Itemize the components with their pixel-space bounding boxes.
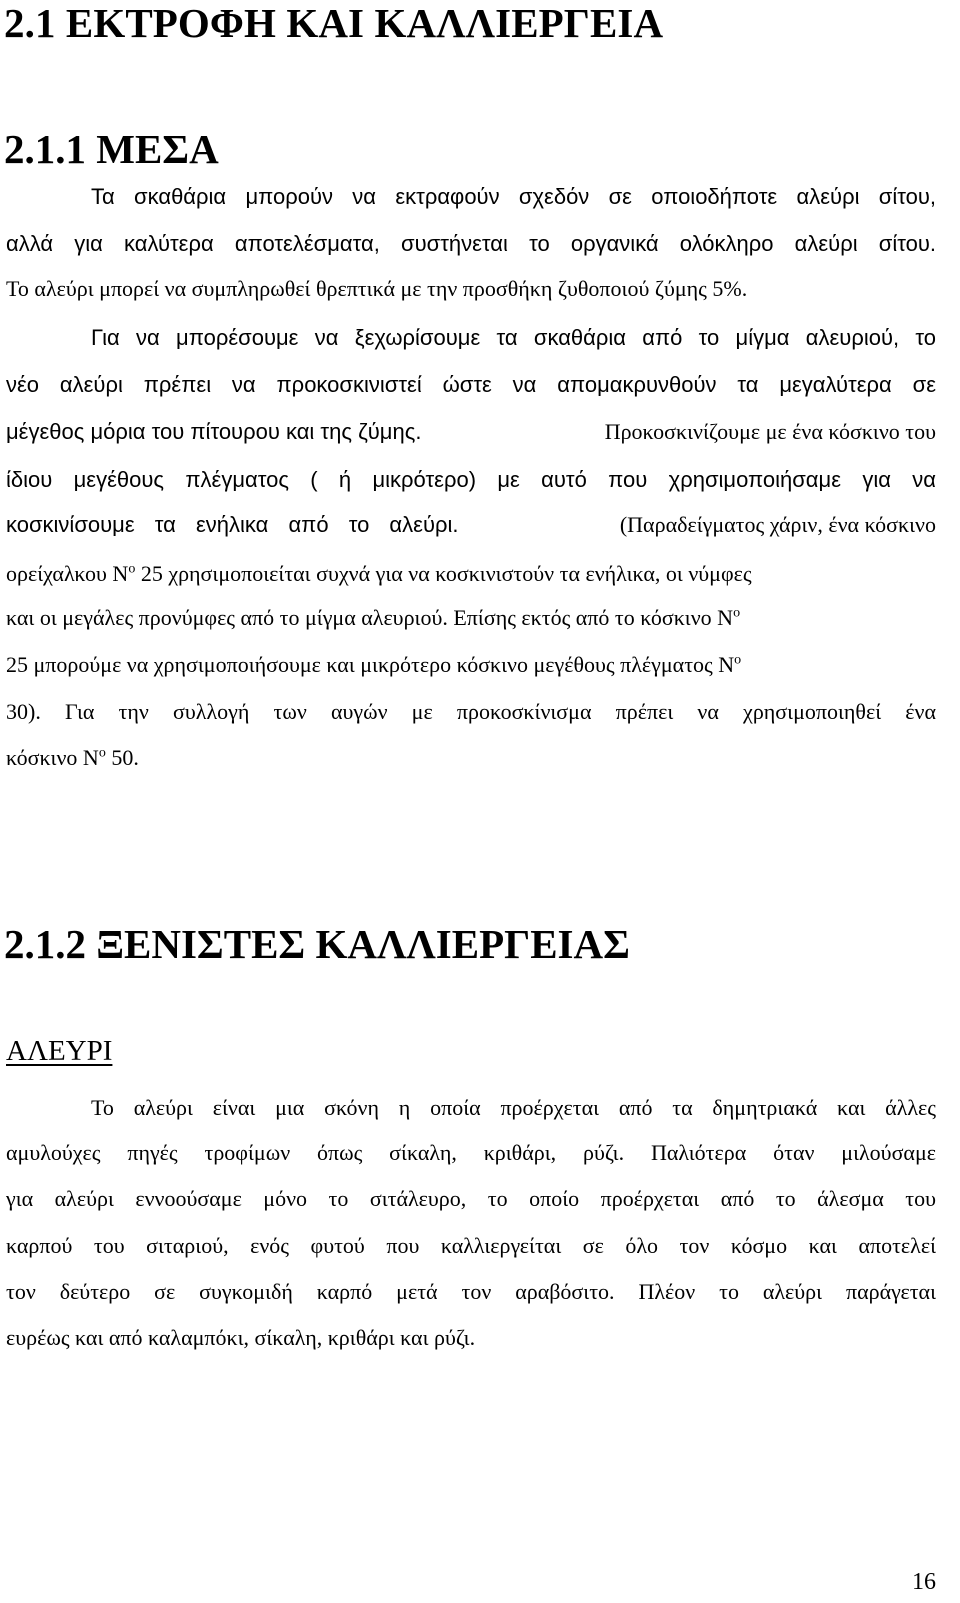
paragraph-line <box>6 512 936 538</box>
page-number: 16 <box>912 1569 936 1595</box>
text-run: κόσκινο Ν <box>6 745 99 770</box>
paragraph-line: Τα σκαθάρια μπορούν να εκτραφούν σχεδόν σε οποιοδήποτε αλεύρι σίτου, <box>91 184 936 209</box>
paragraph-line <box>6 561 752 587</box>
paragraph-line <box>6 652 741 678</box>
text-run: 25 μπορούμε να χρησιμοποιήσουμε και μικρότερο κόσκινο μεγέθους πλέγματος Ν <box>6 652 735 677</box>
chapter-heading: 2.1 ΕΚΤΡΟΦΗ ΚΑΙ ΚΑΛΛΙΕΡΓΕΙΑ <box>4 0 664 46</box>
paragraph-line: καρπού του σιταριού, ενός φυτού που καλλιεργείται σε όλο τον κόσμο και αποτελεί <box>6 1233 936 1258</box>
paragraph-line <box>6 745 139 771</box>
paragraph-line: 30). Για την συλλογή των αυγών με προκοσκίνισμα πρέπει να χρησιμοποιηθεί ένα <box>6 699 936 724</box>
paragraph-line: αμυλούχες πηγές τροφίμων όπως σίκαλη, κριθάρι, ρύζι. Παλιότερα όταν μιλούσαμε <box>6 1140 936 1165</box>
text-run: κοσκινίσουμε τα ενήλικα από το αλεύρι. <box>6 512 459 537</box>
paragraph-line: ίδιου μεγέθους πλέγματος ( ή μικρότερο) με αυτό που χρησιμοποιήσαμε για να <box>6 467 936 492</box>
paragraph-line: Για να μπορέσουμε να ξεχωρίσουμε τα σκαθάρια από το μίγμα αλευριού, το <box>91 325 936 350</box>
text-run: (Παραδείγματος χάριν, ένα κόσκινο <box>619 512 936 537</box>
superscript: o <box>734 652 742 668</box>
paragraph-line: τον δεύτερο σε συγκομιδή καρπό μετά τον αραβόσιτο. Πλέον το αλεύρι παράγεται <box>6 1279 936 1304</box>
paragraph-line <box>6 605 740 631</box>
text-run: ορείχαλκου Ν <box>6 561 129 586</box>
superscript: o <box>98 745 106 761</box>
paragraph-line: νέο αλεύρι πρέπει να προκοσκινιστεί ώστε να απομακρυνθούν τα μεγαλύτερα σε <box>6 372 936 397</box>
section-heading-media: 2.1.1 ΜΕΣΑ <box>4 126 219 172</box>
text-run: 25 χρησιμοποιείται συχνά για να κοσκινιστούν τα ενήλικα, οι νύμφες <box>135 561 752 586</box>
text-run: και οι μεγάλες προνύμφες από το μίγμα αλευριού. Επίσης εκτός από το κόσκινο Ν <box>6 605 734 630</box>
paragraph-line: Το αλεύρι είναι μια σκόνη η οποία προέρχεται από τα δημητριακά και άλλες <box>91 1095 936 1120</box>
paragraph-line: Το αλεύρι μπορεί να συμπληρωθεί θρεπτικά με την προσθήκη ζυθοποιού ζύμης 5%. <box>6 276 748 301</box>
section-heading-hosts: 2.1.2 ΞΕΝΙΣΤΕΣ ΚΑΛΛΙΕΡΓΕΙΑΣ <box>4 921 630 967</box>
paragraph-line <box>6 419 936 445</box>
paragraph-line: αλλά για καλύτερα αποτελέσματα, συστήνεται το οργανικά ολόκληρο αλεύρι σίτου. <box>6 231 936 256</box>
text-run: μέγεθος μόρια του πίτουρου και της ζύμης. <box>6 419 422 444</box>
paragraph-line: ευρέως και από καλαμπόκι, σίκαλη, κριθάρι και ρύζι. <box>6 1325 476 1350</box>
superscript: o <box>128 561 136 577</box>
superscript: o <box>733 605 741 621</box>
text-run: 50. <box>105 745 139 770</box>
text-run: Προκοσκινίζουμε με ένα κόσκινο του <box>604 419 936 444</box>
subsection-heading: ΑΛΕΥΡΙ <box>6 1035 113 1067</box>
paragraph-line: για αλεύρι εννοούσαμε μόνο το σιτάλευρο, το οποίο προέρχεται από το άλεσμα του <box>6 1186 936 1211</box>
